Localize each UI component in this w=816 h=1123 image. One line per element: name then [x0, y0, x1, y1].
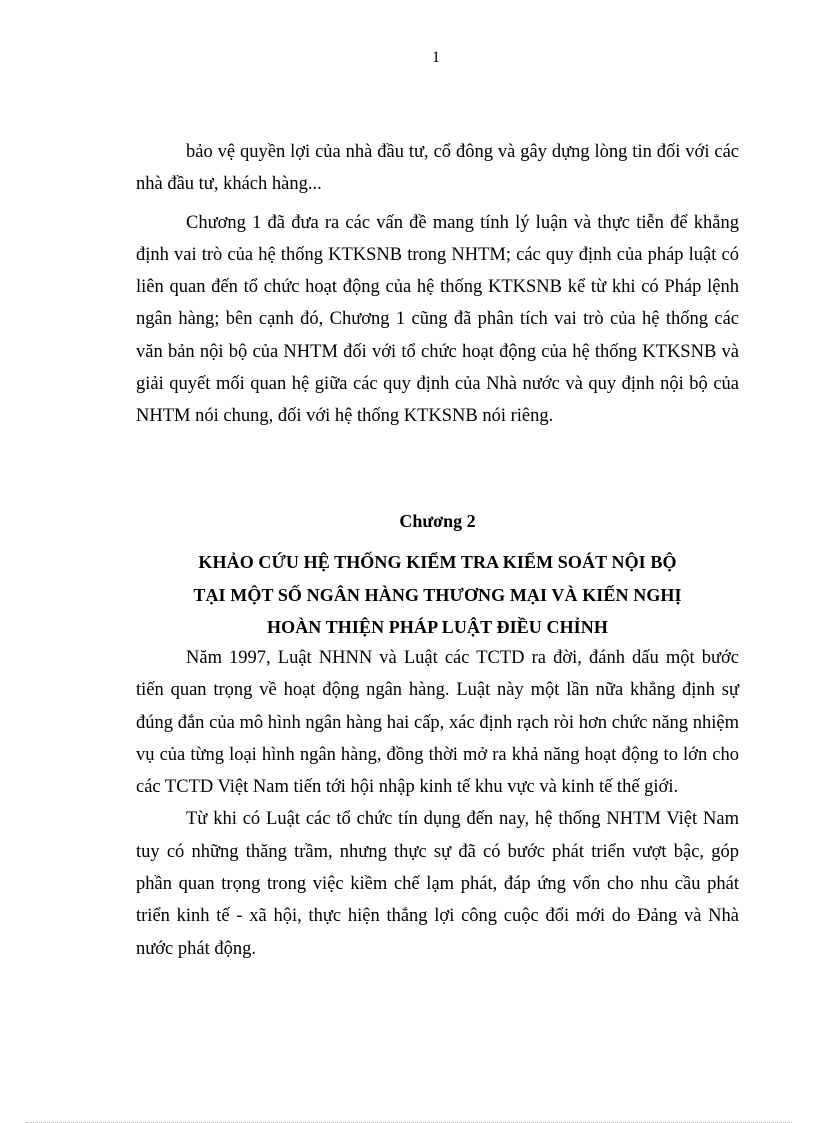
chapter-title-line-3: HOÀN THIỆN PHÁP LUẬT ĐIỀU CHỈNH [267, 617, 608, 637]
body-paragraph-1: Năm 1997, Luật NHNN và Luật các TCTD ra đời, đánh dấu một bước tiến quan trọng về hoạt động ngân hàng. Luật này một lần nữa khẳng định sự đúng đắn của mô hình ngân hàng hai cấp, xác định rạch ròi hơn chức năng nhiệm vụ của từng loại hình ngân hàng, đồng thời mở ra khả năng hoạt động to lớn cho các TCTD Việt Nam tiến tới hội nhập kinh tế khu vực và kinh tế thế giới. [136, 648, 739, 798]
page-number: 1 [432, 49, 440, 66]
chapter-label: Chương 2 [399, 511, 476, 531]
intro-text-block [136, 136, 739, 433]
chapter-body-text-block [136, 642, 739, 965]
chapter-title-line-1: KHẢO CỨU HỆ THỐNG KIỂM TRA KIỂM SOÁT NỘI BỘ [198, 552, 677, 572]
chapter-title [136, 546, 739, 644]
chapter-title-line-2: TẠI MỘT SỐ NGÂN HÀNG THƯƠNG MẠI VÀ KIẾN NGHỊ [193, 584, 682, 605]
intro-paragraph-1: bảo vệ quyền lợi của nhà đầu tư, cổ đông và gây dựng lòng tin đối với các nhà đầu tư, khách hàng... [136, 142, 739, 195]
intro-paragraph-2: Chương 1 đã đưa ra các vấn đề mang tính lý luận và thực tiễn để khẳng định vai trò của hệ thống KTKSNB trong NHTM; các quy định của pháp luật có liên quan đến tổ chức hoạt động của hệ thống KTKSNB kể từ khi có Pháp lệnh ngân hàng; bên cạnh đó, Chương 1 cũng đã phân tích vai trò của hệ thống các văn bản nội bộ của NHTM đối với tổ chức hoạt động của hệ thống KTKSNB và giải quyết mối quan hệ giữa các quy định của Nhà nước và quy định nội bộ của NHTM nói chung, đối với hệ thống KTKSNB nói riêng. [136, 212, 739, 427]
body-paragraph-2: Từ khi có Luật các tổ chức tín dụng đến nay, hệ thống NHTM Việt Nam tuy có những thăng trầm, nhưng thực sự đã có bước phát triển vượt bậc, góp phần quan trọng trong việc kiềm chế lạm phát, đáp ứng vốn cho nhu cầu phát triển kinh tế - xã hội, thực hiện thắng lợi công cuộc đổi mới do Đảng và Nhà nước phát động. [136, 809, 739, 959]
